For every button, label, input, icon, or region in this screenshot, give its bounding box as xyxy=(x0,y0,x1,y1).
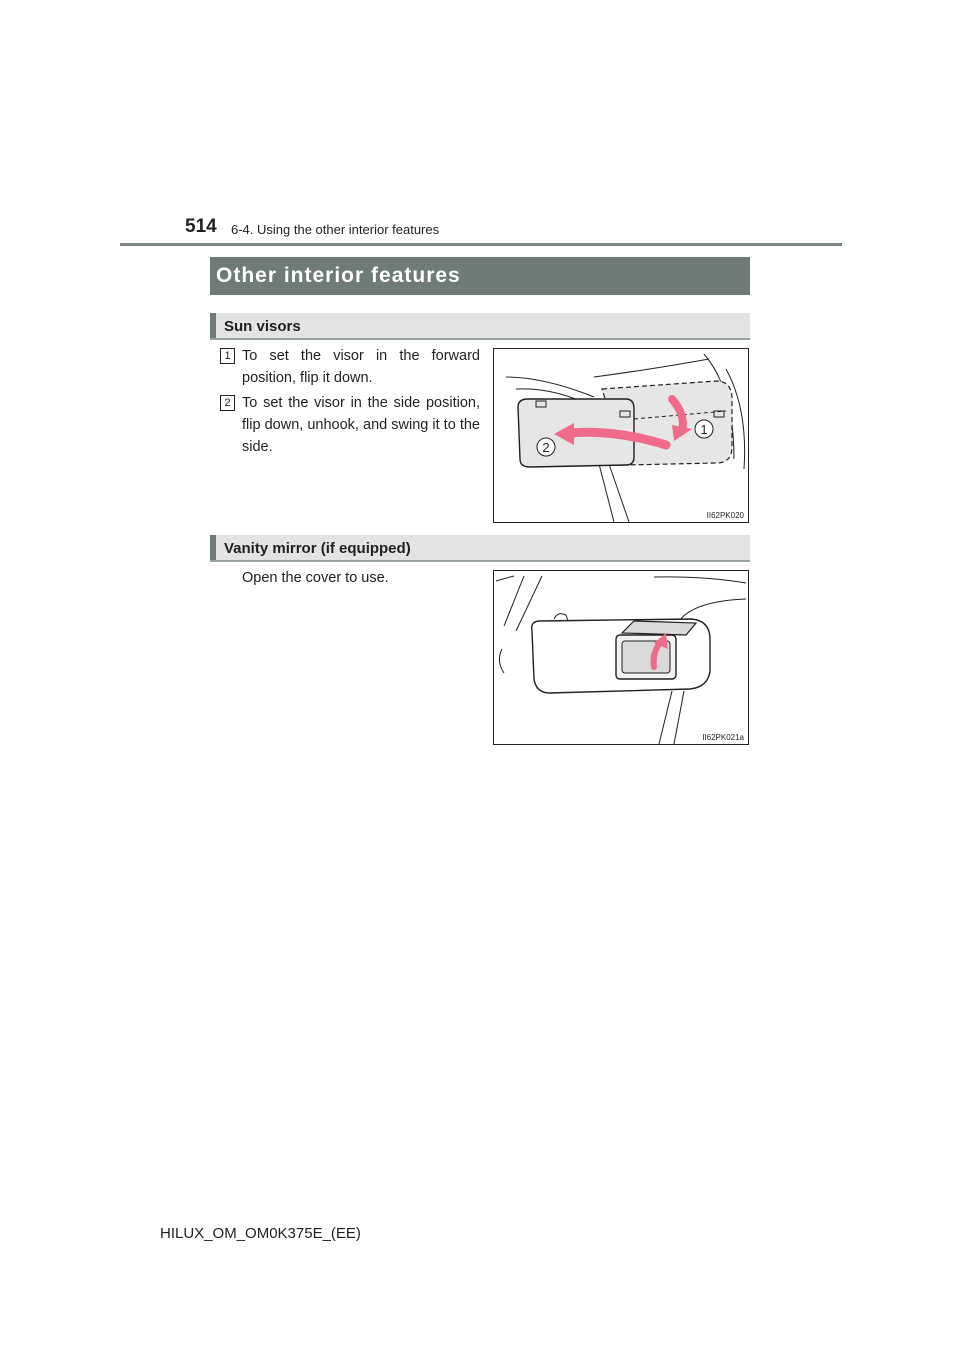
step-number-badge: 2 xyxy=(220,395,235,411)
header-divider xyxy=(120,243,842,246)
figure-code: II62PK020 xyxy=(706,511,744,520)
sun-visor-step-1 xyxy=(220,345,480,389)
sun-visor-step-2 xyxy=(220,392,480,458)
step-text: To set the visor in the forward position, flip it down. xyxy=(242,348,480,386)
step-text: To set the visor in the side position, flip down, unhook, and swing it to the side. xyxy=(242,395,480,455)
heading-bar xyxy=(210,313,216,338)
vanity-mirror-heading-label: Vanity mirror (if equipped) xyxy=(224,540,411,557)
step-number-badge: 1 xyxy=(220,348,235,364)
sun-visors-heading-label: Sun visors xyxy=(224,318,301,335)
sun-visor-illustration xyxy=(493,348,749,523)
callout-2: 2 xyxy=(542,440,550,455)
vanity-mirror-instruction: Open the cover to use. xyxy=(242,570,389,586)
footer-document-id: HILUX_OM_OM0K375E_(EE) xyxy=(160,1225,361,1242)
sun-visor-drawing xyxy=(494,349,748,522)
main-heading: Other interior features xyxy=(210,257,750,295)
callout-1: 1 xyxy=(700,422,708,437)
sun-visors-heading xyxy=(210,313,750,340)
figure-code: II62PK021a xyxy=(702,733,744,742)
section-reference: 6-4. Using the other interior features xyxy=(231,222,440,237)
page-number: 514 xyxy=(185,216,217,237)
vanity-mirror-illustration xyxy=(493,570,749,745)
vanity-mirror-drawing xyxy=(494,571,748,744)
heading-bar xyxy=(210,535,216,560)
vanity-mirror-heading xyxy=(210,535,750,562)
